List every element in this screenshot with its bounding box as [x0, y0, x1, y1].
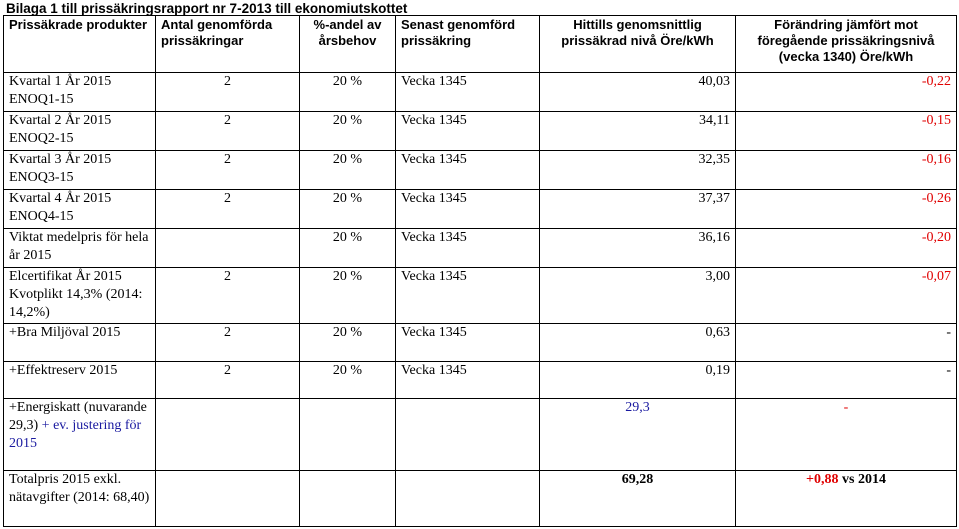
cell-avg: 0,63	[540, 324, 736, 362]
header-change: Förändring jämfört mot föregående prissäkringsnivå (vecka 1340) Öre/kWh	[736, 16, 957, 73]
cell-latest: Vecka 1345	[396, 268, 540, 324]
cell-latest	[396, 471, 540, 527]
cell-change: -0,07	[736, 268, 957, 324]
cell-avg: 36,16	[540, 229, 736, 268]
price-hedging-table	[3, 15, 957, 527]
cell-pct: 20 %	[300, 229, 396, 268]
cell-avg: 3,00	[540, 268, 736, 324]
cell-change: -	[736, 362, 957, 399]
cell-avg: 40,03	[540, 73, 736, 112]
cell-change: -0,22	[736, 73, 957, 112]
cell-count	[156, 229, 300, 268]
table-row	[4, 73, 957, 112]
table-row	[4, 190, 957, 229]
cell-latest: Vecka 1345	[396, 229, 540, 268]
cell-count	[156, 471, 300, 527]
cell-count: 2	[156, 151, 300, 190]
cell-change: -0,15	[736, 112, 957, 151]
cell-change: -0,26	[736, 190, 957, 229]
total-change-value: +0,88	[806, 472, 839, 487]
cell-latest: Vecka 1345	[396, 190, 540, 229]
cell-latest: Vecka 1345	[396, 73, 540, 112]
cell-count: 2	[156, 362, 300, 399]
cell-latest: Vecka 1345	[396, 112, 540, 151]
header-row	[4, 16, 957, 73]
total-change-suffix: vs 2014	[838, 472, 886, 487]
header-pct: %-andel av årsbehov	[300, 16, 396, 73]
table-row	[4, 362, 957, 399]
cell-latest: Vecka 1345	[396, 151, 540, 190]
cell-product: Kvartal 3 År 2015 ENOQ3-15	[4, 151, 156, 190]
cell-count: 2	[156, 190, 300, 229]
cell-pct: 20 %	[300, 268, 396, 324]
cell-product: +Bra Miljöval 2015	[4, 324, 156, 362]
cell-product	[4, 399, 156, 471]
cell-change: -	[736, 324, 957, 362]
cell-product: Viktat medelpris för hela år 2015	[4, 229, 156, 268]
cell-product: Elcertifikat År 2015 Kvotplikt 14,3% (2014: 14,2%)	[4, 268, 156, 324]
energy-tax-row	[4, 399, 957, 471]
cell-count	[156, 399, 300, 471]
document-title: Bilaga 1 till prissäkringsrapport nr 7-2013 till ekonomiutskottet	[6, 1, 408, 16]
cell-product: Kvartal 2 År 2015 ENOQ2-15	[4, 112, 156, 151]
cell-count: 2	[156, 324, 300, 362]
cell-pct: 20 %	[300, 362, 396, 399]
cell-change: -0,16	[736, 151, 957, 190]
header-avg: Hittills genomsnittlig prissäkrad nivå Öre/kWh	[540, 16, 736, 73]
cell-pct: 20 %	[300, 190, 396, 229]
cell-avg: 0,19	[540, 362, 736, 399]
cell-avg: 69,28	[540, 471, 736, 527]
cell-latest	[396, 399, 540, 471]
cell-count: 2	[156, 268, 300, 324]
energy-tax-label: +Energiskatt (nuvarande 29,3)	[9, 400, 147, 433]
header-product: Prissäkrade produkter	[4, 16, 156, 73]
cell-product: Kvartal 1 År 2015 ENOQ1-15	[4, 73, 156, 112]
table-row	[4, 324, 957, 362]
table-row	[4, 112, 957, 151]
energy-tax-adjustment: + ev. justering för 2015	[9, 418, 142, 451]
cell-change	[736, 471, 957, 527]
cell-pct	[300, 399, 396, 471]
cell-latest: Vecka 1345	[396, 362, 540, 399]
cell-avg: 29,3	[540, 399, 736, 471]
cell-latest: Vecka 1345	[396, 324, 540, 362]
table-row	[4, 151, 957, 190]
cell-product: Totalpris 2015 exkl. nätavgifter (2014: 68,40)	[4, 471, 156, 527]
cell-avg: 32,35	[540, 151, 736, 190]
cell-product: Kvartal 4 År 2015 ENOQ4-15	[4, 190, 156, 229]
cell-pct: 20 %	[300, 112, 396, 151]
cell-change: -0,20	[736, 229, 957, 268]
cell-avg: 37,37	[540, 190, 736, 229]
cell-count: 2	[156, 112, 300, 151]
cell-change: -	[736, 399, 957, 471]
cell-pct: 20 %	[300, 73, 396, 112]
cell-pct: 20 %	[300, 324, 396, 362]
total-row	[4, 471, 957, 527]
cell-avg: 34,11	[540, 112, 736, 151]
table-row	[4, 268, 957, 324]
header-count: Antal genomförda prissäkringar	[156, 16, 300, 73]
cell-product: +Effektreserv 2015	[4, 362, 156, 399]
cell-count: 2	[156, 73, 300, 112]
table-row	[4, 229, 957, 268]
header-latest: Senast genomförd prissäkring	[396, 16, 540, 73]
cell-pct: 20 %	[300, 151, 396, 190]
cell-pct	[300, 471, 396, 527]
